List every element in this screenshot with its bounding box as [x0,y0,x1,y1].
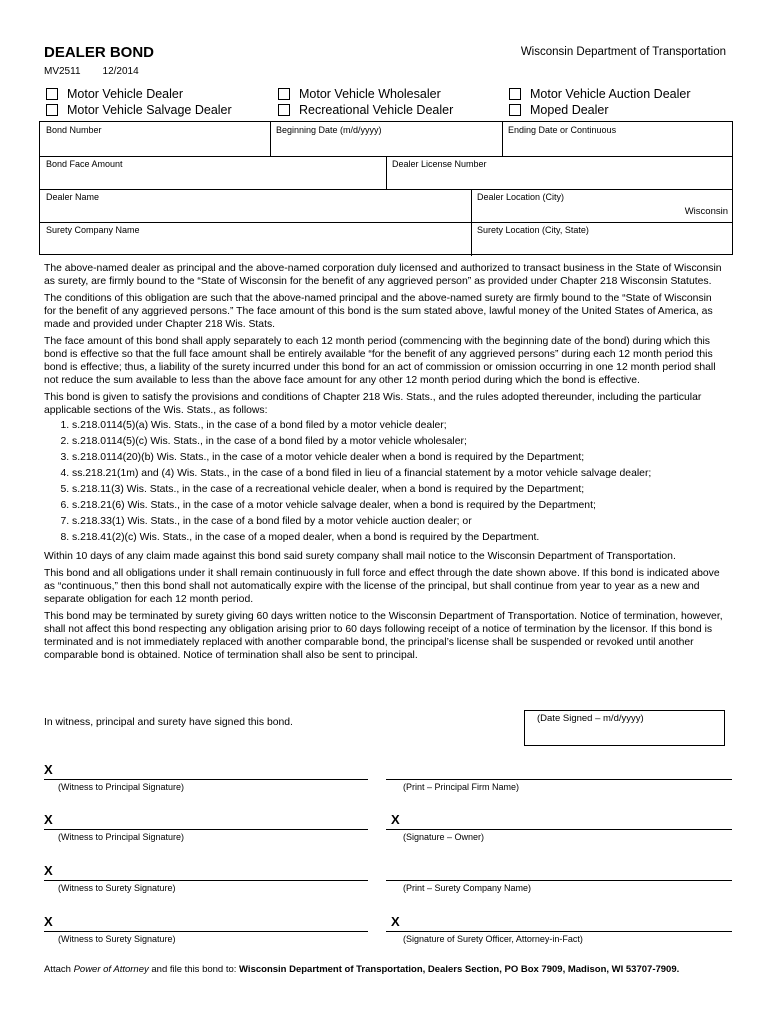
bond-face-amount-field[interactable] [40,156,386,189]
surety-company-name-line[interactable] [386,880,732,881]
paragraph: The face amount of this bond shall apply separately to each 12 month period (commencing with the beginning date of the bond) during which this bond is effective so that the full face amount shall be entirely available “for the benefit of any aggrieved persons” during each 12 month period this bond is effective; thus, a liability of the surety incurred under this bond for an act of commission or omission occurring in one 12 month period shall not reduce the sum available to less than the above face amount for any other 12 month period during which the bond is effective. [44,336,716,386]
signature-mark: X [391,812,400,827]
field-label: Dealer Name [46,192,100,202]
witness-statement: In witness, principal and surety have signed this bond. [44,717,293,728]
paragraph: This bond may be terminated by surety giving 60 days written notice to the Wisconsin Department of Transportation. Notice of termination, however, shall not affect this bond respecting any obligation arising prior to 60 days following receipt of a notice of termination by the licensor. If this bond is terminated and is not immediately replaced with another comparable bond, the principal’s license shall be suspended or revoked until another comparable bond is obtained. Notice of termination shall also be sent to principal. [44,611,723,661]
list-item: 7. s.218.33(1) Wis. Stats., in the case of a bond filed by a motor vehicle auction dealer; or [72,514,726,530]
dealer-location-field[interactable] [471,189,734,222]
field-label: Bond Number [46,125,102,135]
signature-mark: X [44,762,53,777]
checkbox-label: Recreational Vehicle Dealer [299,103,454,117]
bond-terms [44,262,726,666]
dealer-license-number-field[interactable] [386,156,734,189]
witness-principal-label: (Witness to Principal Signature) [58,782,185,792]
field-label: Ending Date or Continuous [508,125,617,135]
witness-surety-label: (Witness to Surety Signature) [58,883,176,893]
footer-text: Attach [44,964,74,975]
paragraph: Within 10 days of any claim made against this bond said surety company shall mail notice to the Wisconsin Department of Transportation. [44,551,676,562]
signature-mark: X [44,914,53,929]
checkbox-square[interactable] [278,88,290,100]
principal-firm-name-line[interactable] [386,779,732,780]
surety-officer-label: (Signature of Surety Officer, Attorney-in-Fact) [403,934,583,944]
checkbox-label: Motor Vehicle Wholesaler [299,87,441,101]
surety-company-name-field[interactable] [40,222,471,256]
checkbox-moped-dealer[interactable] [509,103,609,117]
checkbox-square[interactable] [509,104,521,116]
owner-signature-label: (Signature – Owner) [403,832,485,842]
field-label: Dealer Location (City) [477,192,565,202]
checkbox-square[interactable] [46,88,58,100]
paragraph: The conditions of this obligation are such that the above-named principal and the above-named surety are firmly bound to the “State of Wisconsin for the benefit of any aggrieved persons.” The face amount of this bond is the sum stated above, lawful money of the United States of America, as made and provided under Chapter 218 Wis. Stats. [44,293,713,330]
list-item: 6. s.218.21(6) Wis. Stats., in the case of a motor vehicle salvage dealer, when a bond is required by the Department; [72,498,726,514]
checkbox-motor-vehicle-auction-dealer[interactable] [509,87,691,101]
list-item: 4. ss.218.21(1m) and (4) Wis. Stats., in the case of a bond filed in lieu of a financial statement by a motor vehicle salvage dealer; [72,466,726,482]
paragraph: The above-named dealer as principal and the above-named corporation duly licensed and authorized to transact business in the State of Wisconsin as surety, are firmly bound to the “State of Wisconsin for the benefit of any aggrieved person” as provided under Chapter 218 Wisconsin Statutes. [44,263,722,287]
agency-name: Wisconsin Department of Transportation [520,46,726,58]
witness-principal-signature-line[interactable] [44,779,368,780]
principal-firm-label: (Print – Principal Firm Name) [403,782,520,792]
signature-mark: X [391,914,400,929]
date-signed-field[interactable] [524,710,725,746]
footer-text: and file this bond to: [148,964,240,975]
dealer-name-field[interactable] [40,189,471,222]
signature-mark: X [44,863,53,878]
form-revision-date: 12/2014 [102,66,139,77]
witness-principal-label: (Witness to Principal Signature) [58,832,185,842]
beginning-date-field[interactable] [270,122,502,156]
witness-surety-signature-line[interactable] [44,880,368,881]
witness-surety-label: (Witness to Surety Signature) [58,934,176,944]
footer-address: Wisconsin Department of Transportation, Dealers Section, PO Box 7909, Madison, WI 53707-7909. [239,964,680,975]
checkbox-label: Motor Vehicle Salvage Dealer [67,103,232,117]
bond-fields-grid [39,121,733,255]
signature-mark: X [44,812,53,827]
form-number [44,66,161,77]
list-item: 5. s.218.11(3) Wis. Stats., in the case of a recreational vehicle dealer, when a bond is required by the Department; [72,482,726,498]
field-label: Surety Location (City, State) [477,225,589,235]
checkbox-label: Moped Dealer [530,103,609,117]
statute-list [44,418,726,546]
list-item: 3. s.218.0114(20)(b) Wis. Stats., in the case of a motor vehicle dealer when a bond is required by the Department; [72,450,726,466]
ending-date-field[interactable] [502,122,734,156]
list-item: 1. s.218.0114(5)(a) Wis. Stats., in the case of a bond filed by a motor vehicle dealer; [72,418,726,434]
field-label: (Date Signed – m/d/yyyy) [537,713,644,724]
bond-number-field[interactable] [40,122,270,156]
checkbox-square[interactable] [278,104,290,116]
field-label: Bond Face Amount [46,159,123,169]
checkbox-label: Motor Vehicle Dealer [67,87,184,101]
field-label: Surety Company Name [46,225,140,235]
checkbox-square[interactable] [46,104,58,116]
owner-signature-line[interactable] [386,829,732,830]
checkbox-label: Motor Vehicle Auction Dealer [530,87,691,101]
filing-instructions [44,964,679,975]
surety-officer-signature-line[interactable] [386,931,732,932]
checkbox-square[interactable] [509,88,521,100]
witness-principal-signature-line-2[interactable] [44,829,368,830]
surety-location-field[interactable] [471,222,734,256]
field-label: Dealer License Number [392,159,487,169]
paragraph: This bond is given to satisfy the provisions and conditions of Chapter 218 Wis. Stats., and the rules adopted thereunder, including the particular applicable sections of the Wis. Stats., as follows: [44,392,702,416]
dealer-state-value: Wisconsin [684,206,728,217]
checkbox-motor-vehicle-salvage-dealer[interactable] [46,103,232,117]
paragraph: This bond and all obligations under it shall remain continuously in full force and effect through the date shown above. If this bond is indicated above as “continuous,” then this bond shall not automatically expire with the license of the principal, but shall continue from year to year as a new and separate obligation for each 12 month period. [44,568,720,605]
list-item: 8. s.218.41(2)(c) Wis. Stats., in the case of a moped dealer, when a bond is required by the Department. [72,530,726,546]
field-label: Beginning Date (m/d/yyyy) [276,125,382,135]
checkbox-recreational-vehicle-dealer[interactable] [278,103,453,117]
form-id: MV2511 [44,66,81,77]
footer-power-of-attorney: Power of Attorney [73,964,149,975]
surety-company-label: (Print – Surety Company Name) [403,883,532,893]
witness-surety-signature-line-2[interactable] [44,931,368,932]
checkbox-motor-vehicle-wholesaler[interactable] [278,87,441,101]
form-title: DEALER BOND [44,44,155,61]
list-item: 2. s.218.0114(5)(c) Wis. Stats., in the case of a bond filed by a motor vehicle wholesaler; [72,434,726,450]
checkbox-motor-vehicle-dealer[interactable] [46,87,183,101]
